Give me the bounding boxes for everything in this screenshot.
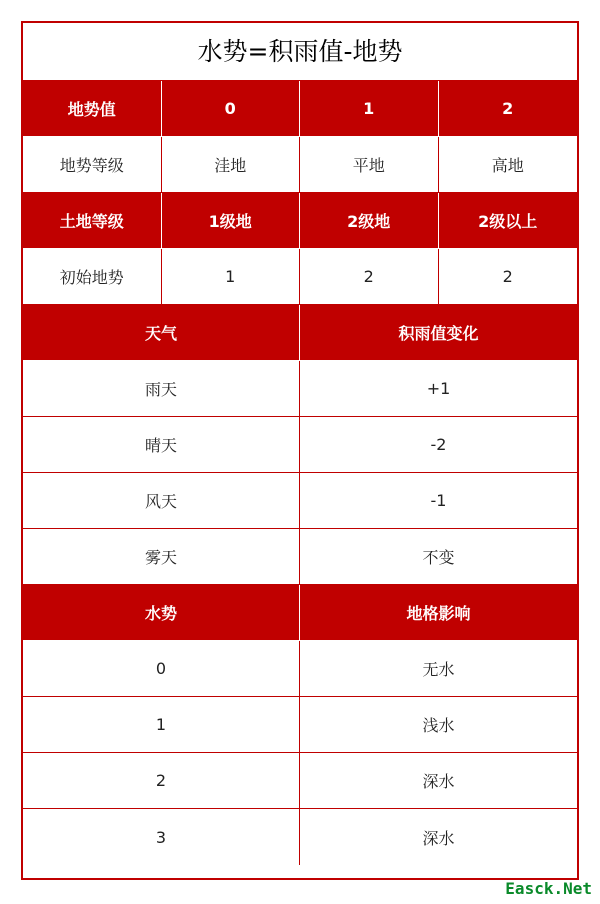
row-label: 初始地势 — [23, 249, 162, 304]
terrain-level-row — [23, 137, 577, 193]
table-row — [23, 529, 577, 585]
watermark: Easck.Net — [505, 879, 592, 898]
header-cell: 天气 — [23, 305, 300, 360]
table-cell: +1 — [426, 379, 451, 398]
table-cell: -1 — [430, 491, 447, 510]
table-row — [23, 361, 577, 417]
table-cell: 深水 — [422, 772, 455, 791]
table-cell: 1 — [162, 249, 301, 304]
info-table — [21, 21, 579, 880]
header-cell: 2级地 — [300, 193, 439, 248]
table-cell: 风天 — [23, 473, 300, 528]
weather-header-row — [23, 305, 577, 361]
table-cell: 0 — [23, 641, 300, 696]
table-cell: 2 — [502, 267, 513, 286]
header-cell: 土地等级 — [23, 193, 162, 248]
header-cell: 地格影响 — [406, 604, 471, 623]
table-cell: 2 — [23, 753, 300, 808]
table-row — [23, 809, 577, 865]
table-cell: 2 — [300, 249, 439, 304]
table-cell: 无水 — [422, 660, 455, 679]
header-cell: 2 — [502, 99, 514, 118]
table-cell: 深水 — [422, 828, 455, 848]
table-cell: 雨天 — [23, 361, 300, 416]
table-row — [23, 473, 577, 529]
land-level-header-row — [23, 193, 577, 249]
header-cell: 2级以上 — [478, 212, 538, 231]
table-row — [23, 753, 577, 809]
table-cell: 晴天 — [23, 417, 300, 472]
header-cell: 1 — [300, 81, 439, 136]
table-cell: 高地 — [491, 156, 524, 175]
initial-terrain-row — [23, 249, 577, 305]
table-cell: 不变 — [422, 548, 455, 567]
table-cell: 雾天 — [23, 529, 300, 584]
table-cell: 平地 — [300, 137, 439, 192]
table-cell: 洼地 — [162, 137, 301, 192]
header-cell: 水势 — [23, 585, 300, 640]
table-row — [23, 697, 577, 753]
table-cell: 3 — [23, 809, 300, 865]
water-header-row — [23, 585, 577, 641]
header-cell: 1级地 — [162, 193, 301, 248]
table-cell: -2 — [430, 435, 447, 454]
terrain-value-header-row — [23, 81, 577, 137]
header-cell: 地势值 — [23, 81, 162, 136]
header-cell: 积雨值变化 — [398, 324, 479, 343]
header-cell: 0 — [162, 81, 301, 136]
table-title: 水势=积雨值-地势 — [23, 23, 577, 81]
table-row — [23, 417, 577, 473]
table-cell: 浅水 — [422, 716, 455, 735]
row-label: 地势等级 — [23, 137, 162, 192]
table-cell: 1 — [23, 697, 300, 752]
table-row — [23, 641, 577, 697]
